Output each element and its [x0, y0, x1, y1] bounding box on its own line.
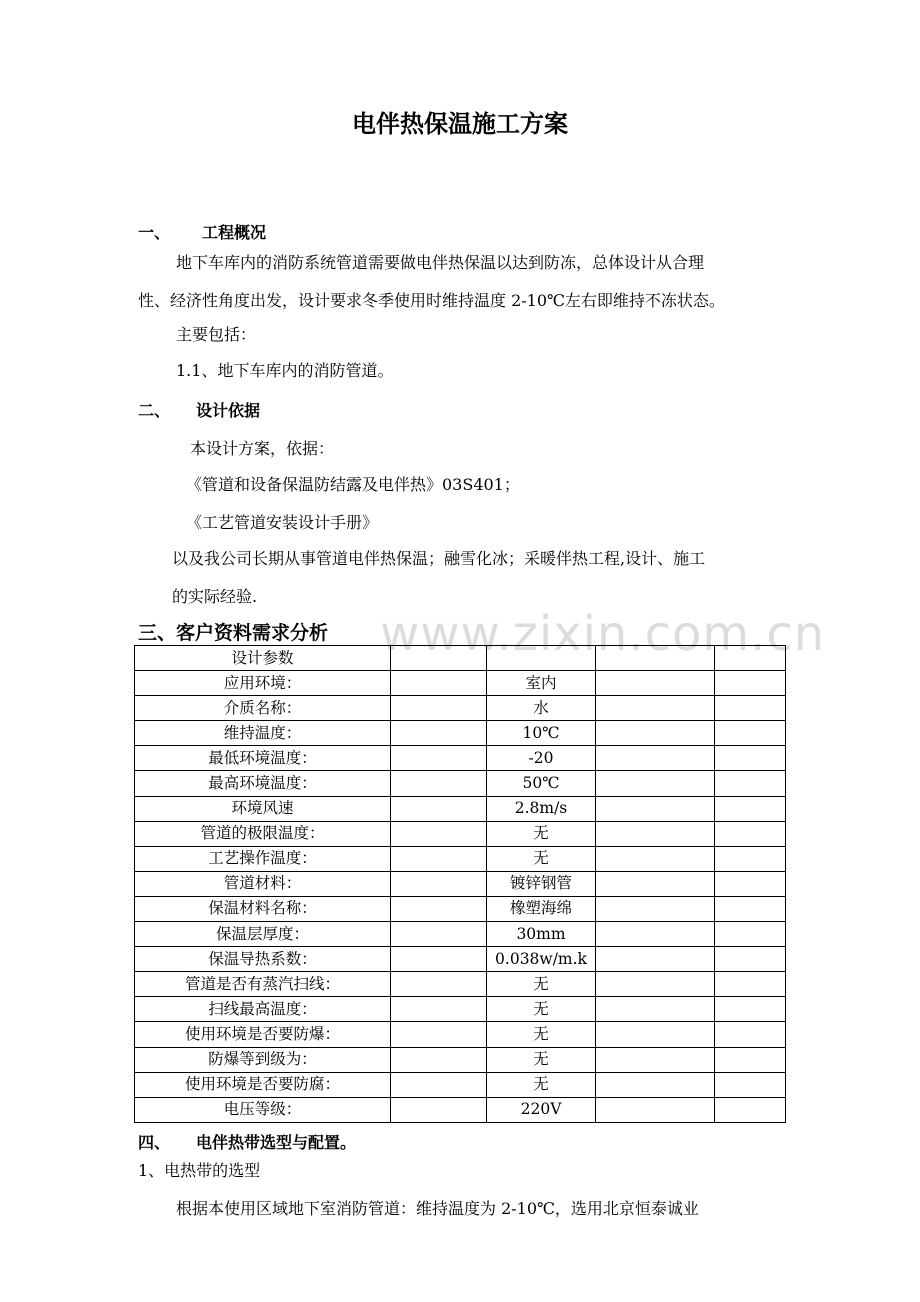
- table-cell-empty: [596, 1097, 715, 1122]
- table-cell-empty: [596, 746, 715, 771]
- requirements-table: [134, 645, 786, 1123]
- section-1-title: 工程概况: [202, 223, 267, 242]
- table-row: [135, 696, 786, 721]
- document-title: 电伴热保温施工方案: [352, 109, 568, 138]
- table-cell-empty: [391, 821, 487, 846]
- table-cell-empty: [391, 922, 487, 947]
- table-cell-empty: [391, 696, 487, 721]
- param-label: 维持温度：: [135, 721, 391, 746]
- table-cell-empty: [596, 997, 715, 1022]
- table-row: [135, 1022, 786, 1047]
- section-2-ref-2: 《工艺管道安装设计手册》: [186, 513, 379, 532]
- table-cell-empty: [715, 796, 786, 821]
- param-label: 介质名称：: [135, 696, 391, 721]
- param-label: 管道材料：: [135, 871, 391, 896]
- table-cell-empty: [715, 771, 786, 796]
- param-label: 电压等级：: [135, 1097, 391, 1122]
- param-label: 防爆等到级为：: [135, 1047, 391, 1072]
- param-value: 10℃: [487, 721, 596, 746]
- param-value: 橡塑海绵: [487, 896, 596, 921]
- section-2-experience-line2: 的实际经验.: [172, 587, 258, 606]
- table-cell-empty: [391, 646, 487, 671]
- table-row: [135, 947, 786, 972]
- table-row: [135, 796, 786, 821]
- param-label: 应用环境：: [135, 671, 391, 696]
- section-2-number: 二、: [138, 401, 171, 420]
- section-4-heading: [138, 1130, 356, 1153]
- table-cell-empty: [596, 671, 715, 696]
- section-4-subheading: 1、电热带的选型: [138, 1161, 261, 1180]
- param-value: 50℃: [487, 771, 596, 796]
- param-value: 无: [487, 1047, 596, 1072]
- table-row: [135, 821, 786, 846]
- table-cell-empty: [596, 947, 715, 972]
- table-row: [135, 846, 786, 871]
- table-row: [135, 997, 786, 1022]
- table-cell-empty: [391, 1072, 487, 1097]
- param-value: -20: [487, 746, 596, 771]
- param-label: 最低环境温度：: [135, 746, 391, 771]
- param-value: 室内: [487, 671, 596, 696]
- param-label: 扫线最高温度：: [135, 997, 391, 1022]
- table-cell-empty: [715, 972, 786, 997]
- table-cell-empty: [596, 646, 715, 671]
- param-label: 最高环境温度：: [135, 771, 391, 796]
- param-value: 2.8m/s: [487, 796, 596, 821]
- section-1-main-include: 主要包括：: [176, 325, 257, 344]
- param-label: 保温材料名称：: [135, 896, 391, 921]
- table-cell-empty: [596, 796, 715, 821]
- table-cell-empty: [391, 1022, 487, 1047]
- table-cell-empty: [715, 947, 786, 972]
- table-cell-empty: [715, 1022, 786, 1047]
- section-1-para-line1: 地下车库内的消防系统管道需要做电伴热保温以达到防冻，总体设计从合理: [176, 253, 705, 272]
- table-row: [135, 1047, 786, 1072]
- param-value: 无: [487, 846, 596, 871]
- table-row: [135, 896, 786, 921]
- table-cell-empty: [596, 846, 715, 871]
- param-value: 0.038w/m.k: [487, 947, 596, 972]
- section-1-item: 1.1、地下车库内的消防管道。: [176, 361, 394, 380]
- section-1-number: 一、: [138, 223, 171, 242]
- section-2-intro: 本设计方案，依据：: [190, 439, 335, 458]
- table-cell-empty: [596, 1072, 715, 1097]
- table-cell-empty: [715, 671, 786, 696]
- table-cell-empty: [715, 721, 786, 746]
- table-cell-empty: [596, 896, 715, 921]
- section-2-title: 设计依据: [196, 401, 261, 420]
- table-cell-empty: [596, 972, 715, 997]
- table-row: [135, 871, 786, 896]
- section-4-number: 四、: [138, 1133, 171, 1152]
- requirements-table-body: [135, 646, 786, 1123]
- table-cell-empty: [391, 771, 487, 796]
- table-cell-empty: [391, 796, 487, 821]
- table-cell-empty: [596, 1022, 715, 1047]
- table-cell-empty: [391, 972, 487, 997]
- section-4-title: 电伴热带选型与配置。: [196, 1133, 357, 1152]
- table-cell-empty: [391, 1097, 487, 1122]
- param-label: 管道是否有蒸汽扫线：: [135, 972, 391, 997]
- section-4-para: 根据本使用区域地下室消防管道：维持温度为 2-10℃，选用北京恒泰诚业: [176, 1199, 699, 1218]
- table-cell-empty: [596, 696, 715, 721]
- table-cell-empty: [391, 947, 487, 972]
- param-value: 30mm: [487, 922, 596, 947]
- table-cell-empty: [715, 696, 786, 721]
- table-cell-empty: [715, 846, 786, 871]
- table-cell-empty: [715, 821, 786, 846]
- table-cell-empty: [391, 671, 487, 696]
- table-row: [135, 721, 786, 746]
- param-value: 水: [487, 696, 596, 721]
- section-2-ref-1: 《管道和设备保温防结露及电伴热》03S401；: [186, 475, 520, 494]
- table-row: [135, 922, 786, 947]
- table-cell-empty: [715, 997, 786, 1022]
- section-2-heading: [138, 398, 260, 421]
- table-cell-empty: [715, 1072, 786, 1097]
- table-cell-empty: [391, 746, 487, 771]
- table-cell-empty: [391, 721, 487, 746]
- table-cell-empty: [715, 896, 786, 921]
- section-1-heading: [138, 220, 266, 243]
- table-cell-empty: [596, 1047, 715, 1072]
- table-cell-empty: [391, 1047, 487, 1072]
- table-cell-empty: [715, 1047, 786, 1072]
- table-row: [135, 671, 786, 696]
- table-cell-empty: [391, 896, 487, 921]
- table-cell-empty: [715, 646, 786, 671]
- param-label: 环境风速: [135, 796, 391, 821]
- table-cell-empty: [596, 771, 715, 796]
- param-value: 无: [487, 1022, 596, 1047]
- table-cell-empty: [391, 846, 487, 871]
- table-row: [135, 972, 786, 997]
- param-label: 使用环境是否要防爆：: [135, 1022, 391, 1047]
- table-cell-empty: [715, 746, 786, 771]
- table-row: [135, 646, 786, 671]
- table-cell-empty: [596, 721, 715, 746]
- param-value: [487, 646, 596, 671]
- param-label: 保温导热系数：: [135, 947, 391, 972]
- param-label: 使用环境是否要防腐：: [135, 1072, 391, 1097]
- section-1-para-line2: 性、经济性角度出发，设计要求冬季使用时维持温度 2-10℃左右即维持不冻状态。: [138, 291, 725, 310]
- table-cell-empty: [596, 922, 715, 947]
- param-value: 无: [487, 821, 596, 846]
- table-cell-empty: [715, 871, 786, 896]
- watermark: www.zixin.com.cn: [380, 606, 826, 662]
- param-label: 工艺操作温度：: [135, 846, 391, 871]
- table-row: [135, 746, 786, 771]
- section-2-experience-line1: 以及我公司长期从事管道电伴热保温；融雪化冰；采暖伴热工程,设计、施工: [172, 549, 706, 568]
- param-label: 设计参数: [135, 646, 391, 671]
- table-cell-empty: [715, 922, 786, 947]
- table-cell-empty: [596, 871, 715, 896]
- table-row: [135, 771, 786, 796]
- param-value: 无: [487, 1072, 596, 1097]
- param-value: 无: [487, 997, 596, 1022]
- table-row: [135, 1097, 786, 1122]
- table-cell-empty: [391, 871, 487, 896]
- param-label: 保温层厚度：: [135, 922, 391, 947]
- param-value: 镀锌钢管: [487, 871, 596, 896]
- section-3-heading: 三、客户资料需求分析: [138, 622, 329, 644]
- table-cell-empty: [715, 1097, 786, 1122]
- table-cell-empty: [596, 821, 715, 846]
- param-label: 管道的极限温度：: [135, 821, 391, 846]
- param-value: 无: [487, 972, 596, 997]
- param-value: 220V: [487, 1097, 596, 1122]
- table-cell-empty: [391, 997, 487, 1022]
- table-row: [135, 1072, 786, 1097]
